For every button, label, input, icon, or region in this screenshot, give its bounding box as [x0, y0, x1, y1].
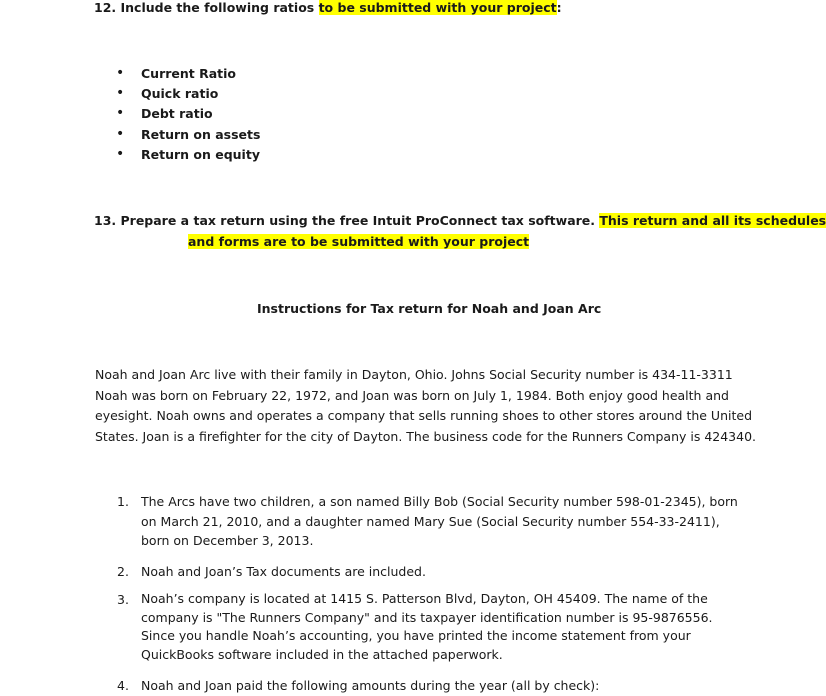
intro-line: States. Joan is a firefighter for the city of Dayton. The business code for the Runners Company is 424340.	[95, 428, 757, 444]
item-12	[94, 0, 562, 15]
item-number: 1.	[117, 494, 129, 509]
list-item-line: QuickBooks software included in the attached paperwork.	[141, 646, 503, 662]
bullet-icon: •	[116, 146, 125, 162]
intro-line: Noah and Joan Arc live with their family in Dayton, Ohio. Johns Social Security number is 434-11-3311	[95, 367, 733, 382]
ratio-list-item: Return on assets	[141, 127, 261, 142]
intro-line: Noah was born on February 22, 1972, and Joan was born on July 1, 1984. Both enjoy good health and	[95, 387, 729, 403]
list-item-line: Noah and Joan paid the following amounts during the year (all by check):	[141, 678, 600, 693]
bullet-icon: •	[116, 126, 125, 142]
item-12-suffix: :	[556, 0, 562, 15]
item-13-continued	[188, 234, 529, 249]
list-item	[141, 562, 426, 582]
list-item-line: The Arcs have two children, a son named Billy Bob (Social Security number 598-01-2345), born	[141, 494, 738, 509]
item-12-text: 12. Include the following ratios	[94, 0, 319, 15]
item-13	[94, 213, 826, 228]
instructions-heading: Instructions for Tax return for Noah and Joan Arc	[257, 301, 602, 316]
item-13-highlight-2: and forms are to be submitted with your project	[188, 234, 530, 249]
list-item	[141, 492, 738, 551]
intro-paragraph	[95, 365, 757, 447]
list-item	[141, 676, 599, 696]
list-item-line: born on December 3, 2013.	[141, 533, 314, 548]
list-item	[141, 590, 713, 664]
item-number: 4.	[117, 678, 129, 693]
bullet-icon: •	[116, 85, 125, 101]
list-item-line: Noah and Joan’s Tax documents are included.	[141, 564, 426, 579]
list-item-line: company is "The Runners Company" and its taxpayer identification number is 95-9876556.	[141, 609, 713, 625]
item-13-text: 13. Prepare a tax return using the free Intuit ProConnect tax software.	[94, 213, 600, 228]
item-number: 3.	[117, 592, 129, 607]
list-item-line: Noah’s company is located at 1415 S. Patterson Blvd, Dayton, OH 45409. The name of the	[141, 591, 708, 606]
ratio-list-item: Debt ratio	[141, 106, 213, 121]
list-item-line: on March 21, 2010, and a daughter named Mary Sue (Social Security number 554-33-2411),	[141, 513, 720, 529]
item-12-highlight: to be submitted with your project	[318, 0, 557, 15]
item-13-highlight-1: This return and all its schedules	[599, 213, 826, 228]
ratio-list-item: Return on equity	[141, 147, 260, 162]
item-number: 2.	[117, 564, 129, 579]
list-item-line: Since you handle Noah’s accounting, you have printed the income statement from your	[141, 628, 691, 643]
bullet-icon: •	[116, 65, 125, 81]
ratio-list-item: Current Ratio	[141, 66, 237, 81]
ratio-list-item: Quick ratio	[141, 86, 219, 101]
intro-line: eyesight. Noah owns and operates a company that sells running shoes to other stores around the United	[95, 408, 753, 423]
bullet-icon: •	[116, 105, 125, 121]
